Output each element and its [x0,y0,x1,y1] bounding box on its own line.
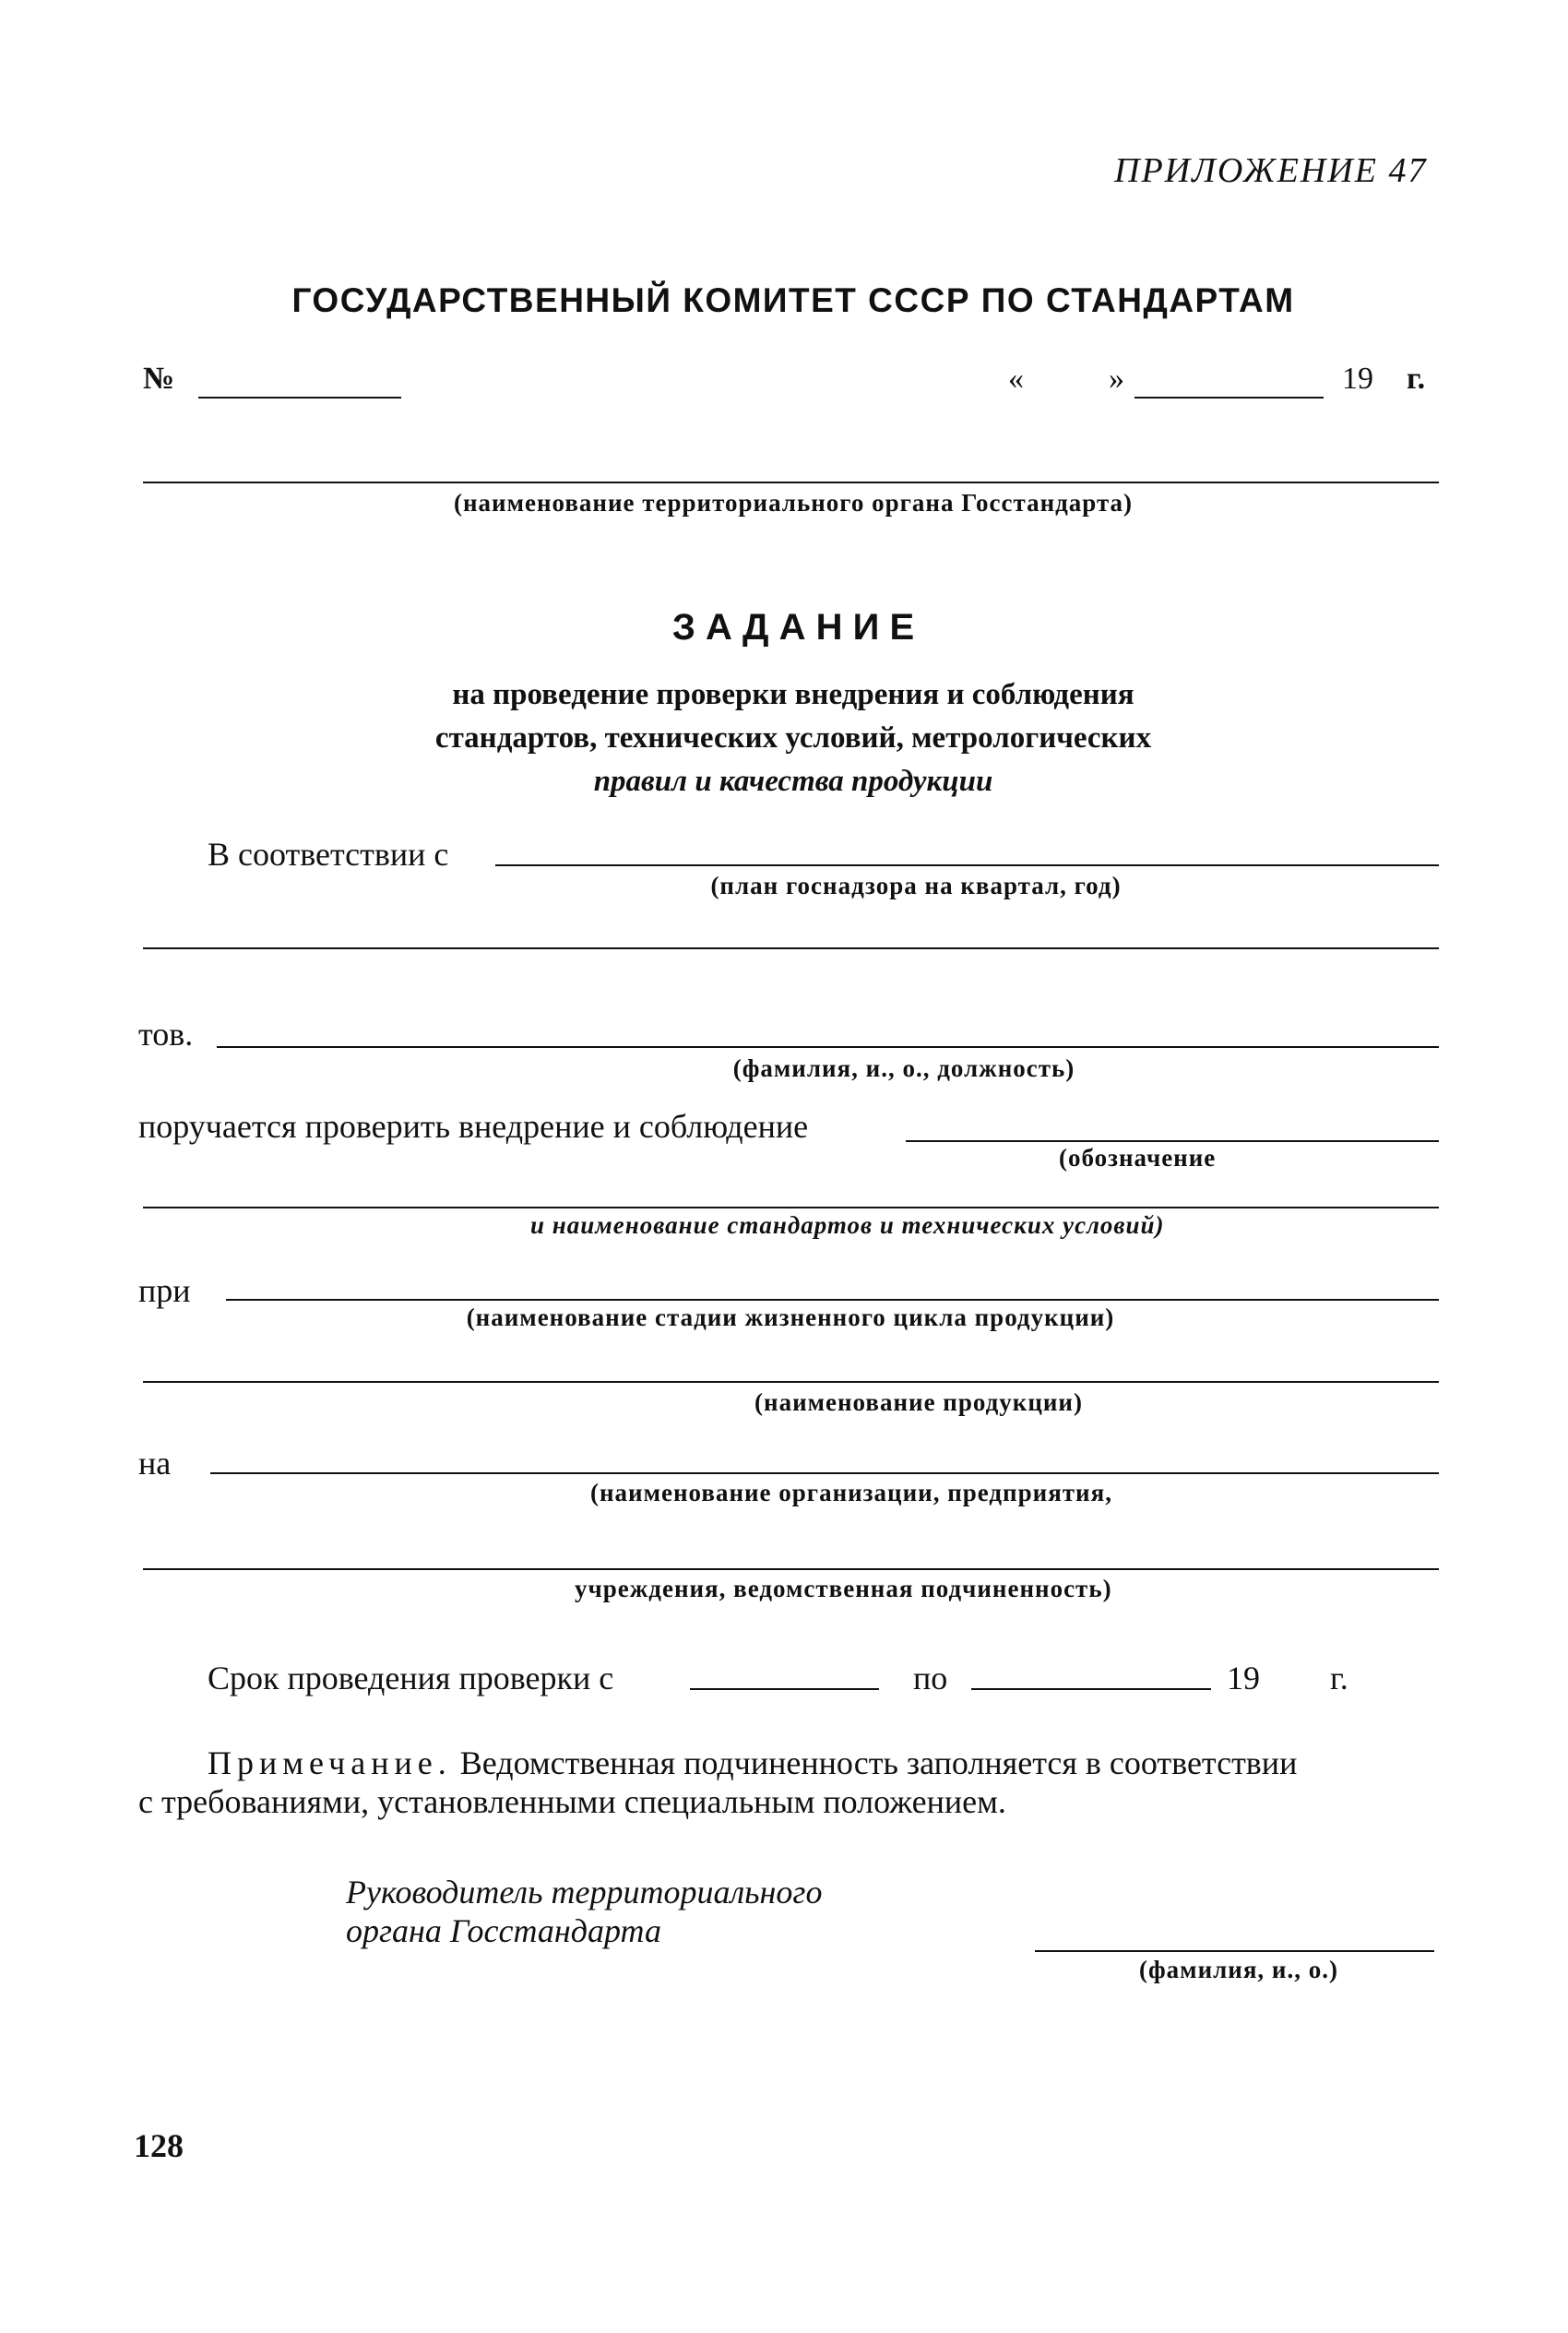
year-prefix: 19 [1342,362,1373,396]
subtitle-line-1: на проведение проверки внедрения и соблюдения [452,678,1134,711]
subtitle-line-3: правил и качества продукции [593,765,993,798]
plan-field-continued[interactable] [143,947,1439,949]
product-caption: (наименование продукции) [754,1388,1083,1416]
designation-field[interactable] [906,1140,1439,1142]
signature-name-caption: (фамилия, и., о.) [1139,1956,1338,1983]
period-from-label: Срок проведения проверки с [208,1660,614,1696]
signature-title-line-2: органа Госстандарта [346,1912,661,1949]
standards-caption: и наименование стандартов и технических условий) [530,1211,1165,1239]
year-suffix: г. [1407,362,1426,396]
organization-field[interactable] [210,1472,1439,1474]
person-field[interactable] [217,1046,1439,1048]
appendix-label: ПРИЛОЖЕНИЕ 47 [1114,151,1428,190]
at-label: при [138,1272,191,1309]
subordination-caption: учреждения, ведомственная подчиненность) [575,1575,1112,1602]
committee-title: ГОСУДАРСТВЕННЫЙ КОМИТЕТ СССР ПО СТАНДАРТАМ [291,281,1295,319]
period-to-label: по [913,1660,948,1696]
number-sign: № [143,362,175,396]
plan-field[interactable] [495,864,1439,866]
comrade-label: тов. [138,1016,194,1053]
quote-open: « [1008,362,1024,396]
signature-title-line-1: Руководитель территориального [346,1874,823,1910]
designation-caption: (обозначение [1059,1144,1217,1172]
product-field[interactable] [143,1381,1439,1383]
period-year-suffix: г. [1330,1660,1348,1696]
note-text-line-1: Ведомственная подчиненность заполняется в соответствии [459,1744,1298,1781]
territorial-organ-caption: (наименование территориального органа Госстандарта) [453,489,1134,517]
quote-close: » [1109,362,1124,396]
lifecycle-caption: (наименование стадии жизненного цикла продукции) [466,1303,1115,1331]
subordination-field[interactable] [143,1568,1439,1570]
plan-caption: (план госнадзора на квартал, год) [710,872,1122,899]
page-number: 128 [134,2127,184,2164]
standards-field[interactable] [143,1207,1439,1208]
in-accordance-label: В соответствии с [208,836,449,873]
note-label: Примечание. [208,1744,452,1781]
note-paragraph [208,1744,1297,1782]
number-field[interactable] [198,397,401,399]
date-field[interactable] [1134,397,1324,399]
territorial-organ-field[interactable] [143,482,1439,483]
period-from-field[interactable] [690,1688,879,1690]
assigned-label: поручается проверить внедрение и соблюдение [138,1108,809,1145]
person-caption: (фамилия, и., о., должность) [732,1054,1075,1082]
on-label: на [138,1445,172,1482]
note-text-line-2: с требованиями, установленными специальным положением. [138,1783,1006,1820]
period-to-field[interactable] [971,1688,1211,1690]
organization-caption: (наименование организации, предприятия, [590,1479,1112,1506]
lifecycle-field[interactable] [226,1299,1439,1301]
document-title: З А Д А Н И Е [671,607,915,648]
subtitle-line-2: стандартов, технических условий, метрологических [434,721,1152,755]
period-year-prefix: 19 [1227,1660,1260,1696]
signature-field[interactable] [1035,1950,1434,1952]
